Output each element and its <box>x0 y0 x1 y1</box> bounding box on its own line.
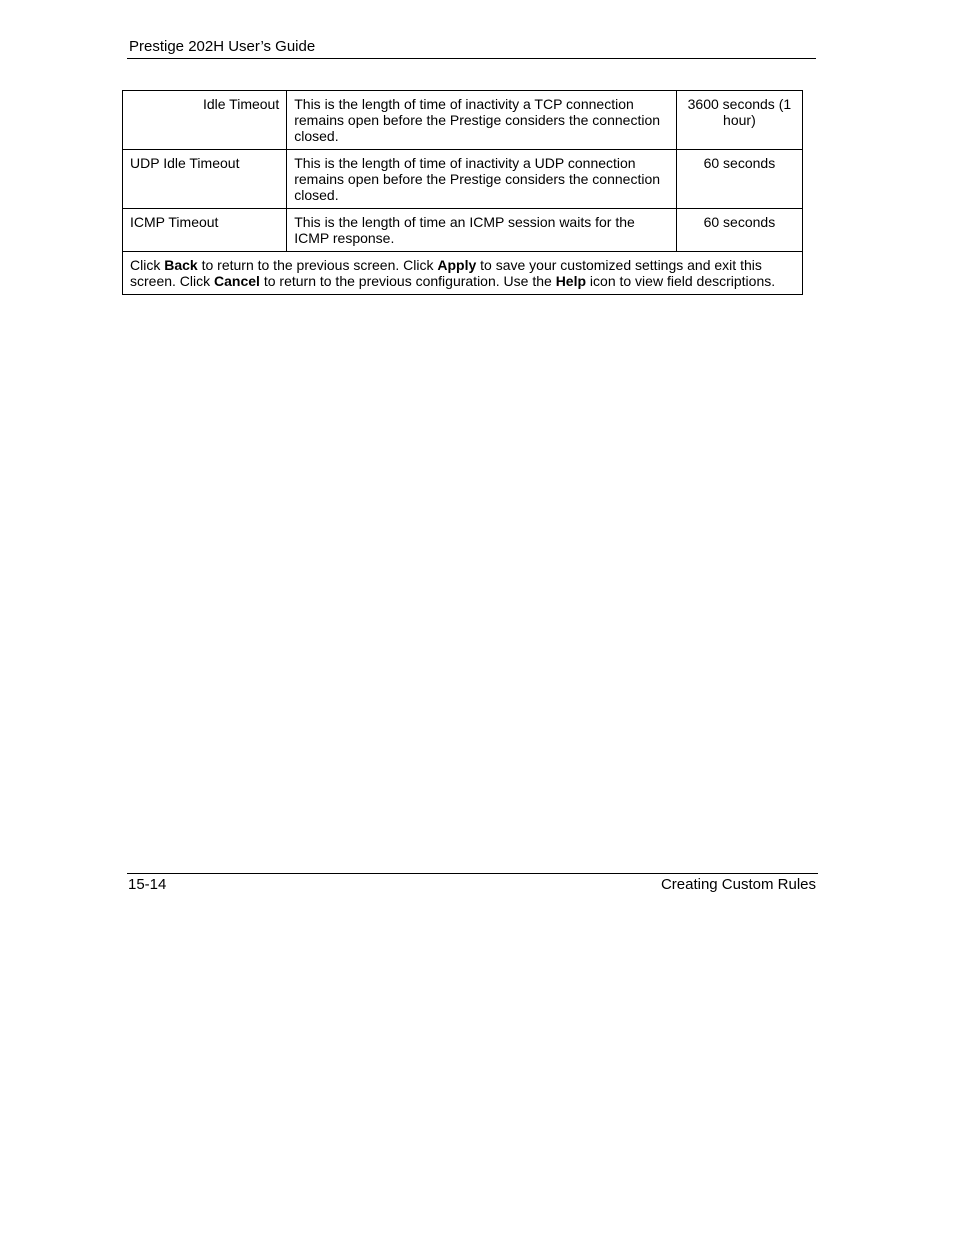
note-apply-keyword: Apply <box>437 257 477 273</box>
header-title: Prestige 202H User’s Guide <box>129 38 316 55</box>
note-cancel-keyword: Cancel <box>214 273 260 289</box>
field-label: Idle Timeout <box>123 91 287 150</box>
page-number: 15-14 <box>128 876 167 893</box>
note-text: to save your customized settings and exit this screen. Click <box>130 257 762 289</box>
field-description: This is the length of time an ICMP session waits for the ICMP response. <box>287 209 677 252</box>
field-default-value: 60 seconds <box>676 150 802 209</box>
note-help-keyword: Help <box>555 273 587 289</box>
field-default-value: 3600 seconds (1 hour) <box>676 91 802 150</box>
section-title: Creating Custom Rules <box>660 876 816 893</box>
note-text: to return to the previous configuration. Use the <box>259 273 556 289</box>
table-note <box>123 252 803 295</box>
field-default-value: 60 seconds <box>676 209 802 252</box>
field-description-table <box>122 90 803 295</box>
page-footer <box>127 873 818 898</box>
note-text: icon to view field descriptions. <box>586 273 776 289</box>
field-label: ICMP Timeout <box>123 209 287 252</box>
field-description: This is the length of time of inactivity a UDP connection remains open before the Prestige considers the connection closed. <box>287 150 677 209</box>
note-back-keyword: Back <box>164 257 198 273</box>
field-label: UDP Idle Timeout <box>123 150 287 209</box>
field-description: This is the length of time of inactivity a TCP connection remains open before the Prestige considers the connection closed. <box>287 91 677 150</box>
table-row <box>123 91 803 150</box>
table-note-row <box>123 252 803 295</box>
page-header <box>127 37 816 59</box>
table-row <box>123 209 803 252</box>
table-row <box>123 150 803 209</box>
note-text: to return to the previous screen. Click <box>197 257 438 273</box>
note-text: Click <box>130 257 165 273</box>
